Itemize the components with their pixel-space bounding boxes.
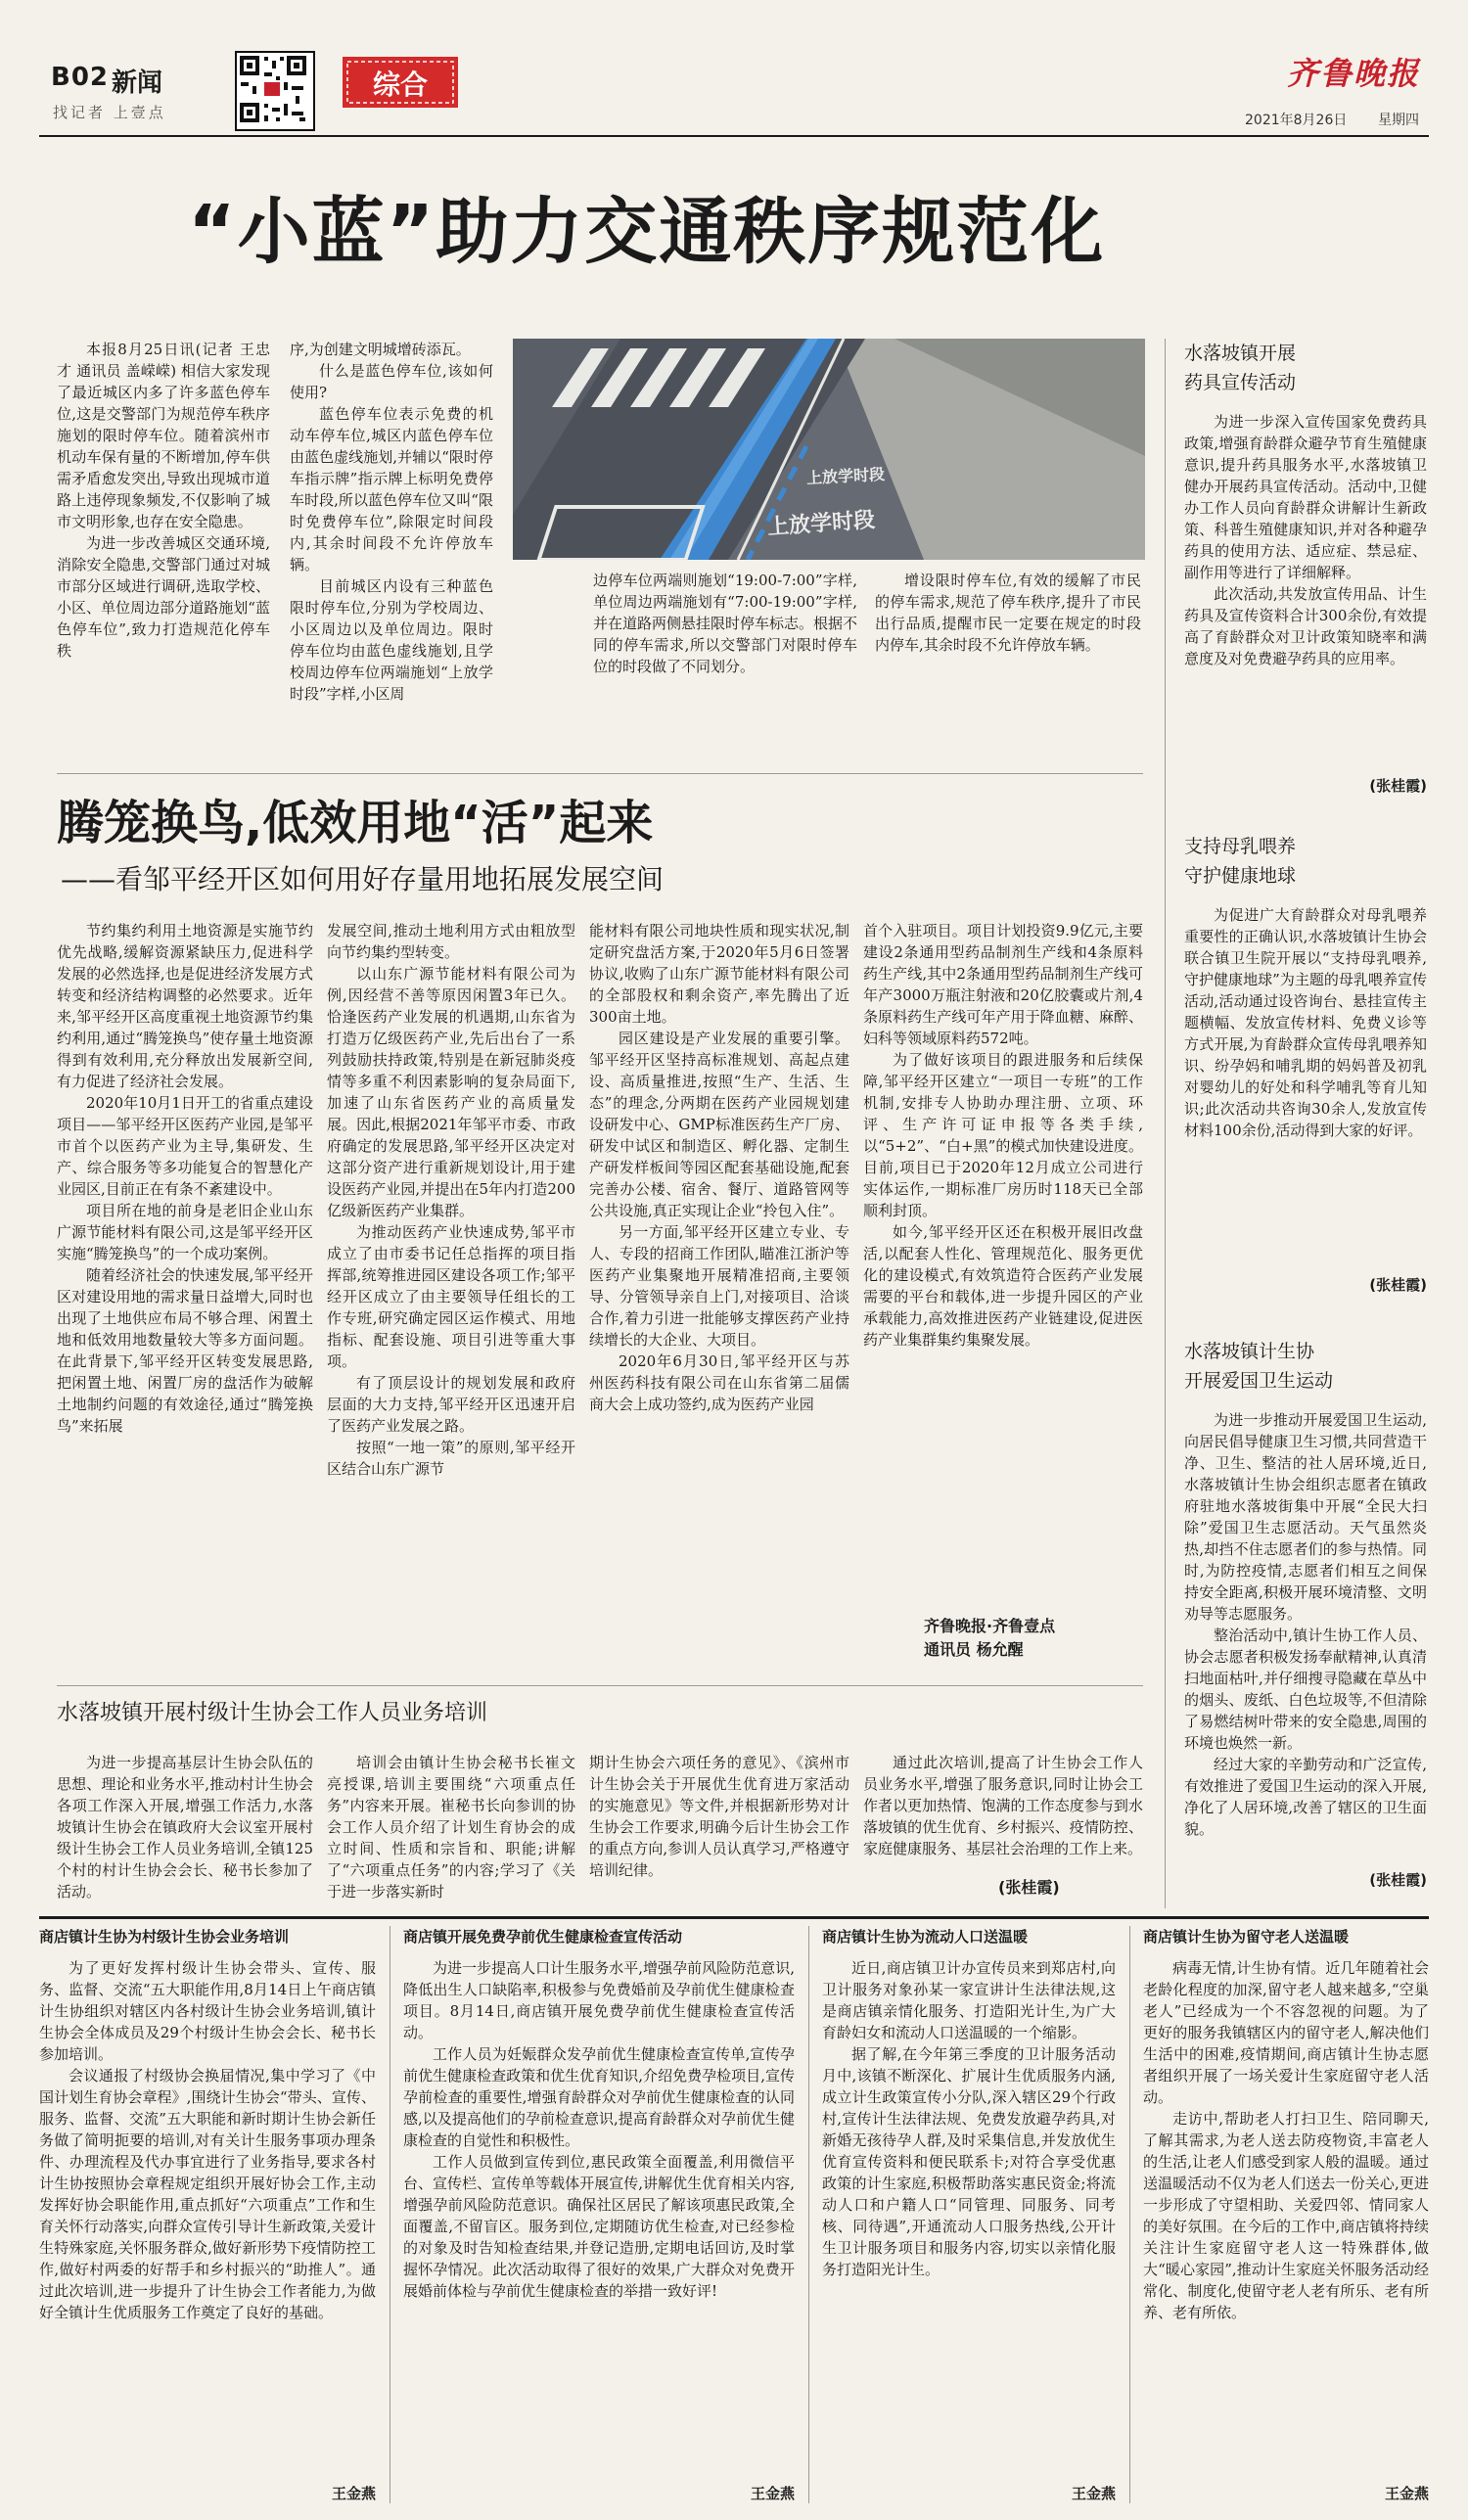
bottom-divider-3 xyxy=(1129,1926,1130,2503)
bottom-story-1-sign: 王金燕 xyxy=(328,2483,376,2503)
bottom-story-1: 商店镇计生协为村级计生协会业务培训 为了更好发挥村级计生协会带头、宣传、服务、监督、交流“五大职能作用,8月14日上午商店镇计生协组织对辖区内各村级计生协会业务培训,镇计生协会全体成员及29个村级计生协会会长、秘书长参加培训。 会议通报了村级协会换届情况,集中学习了《中国计划生育协会章程》,围绕计生协会“带头、宣传、服务、监督、交流”五大职能和新时期计生协会新任务做了简明扼要的培训,对有关计生服务事项办理条件、办理流程及代办事宜进行了业务指导,要求各村计生协按照协会章程规定组织开展好协会工作,主动发挥好协会职能作用,重点抓好“六项重点”工作和生育关怀行动落实,向群众宣传引导计生新政策,关爱计生特殊家庭,关怀服务群众,做好新形势下疫情防控工作,做好村两委的好帮手和乡村振兴的“助推人”。通过此次培训,进一步提升了计生协会工作者能力,为做好全镇计生优质服务工作奠定了良好的基础。 王金燕 xyxy=(39,1928,376,2502)
feature-col-1: 节约集约利用土地资源是实施节约优先战略,缓解资源紧缺压力,促进科学发展的必然选择,也是促进经济发展方式转变和经济结构调整的必然要求。近年来,邹平经开区高度重视土地资源节约集约利用,通过“腾笼换鸟”使存量土地资源得到有效利用,充分释放出发展新空间,有力促进了经济社会发展。 2020年10月1日开工的省重点建设项目——邹平经开区医药产业园,是邹平市首个以医药产业为主导,集研发、生产、综合服务等多功能复合的智慧化产业园区,目前正在有条不紊建设中。 项目所在地的前身是老旧企业山东广源节能材料有限公司,这是邹平经开区实施“腾笼换鸟”的一个成功案例。 随着经济社会的快速发展,邹平经开区对建设用地的需求量日益增大,同时也出现了土地供应布局不够合理、闲置土地和低效用地数量较大等多方面问题。在此背景下,邹平经开区转变发展思路,把闲置土地、闲置厂房的盘活作为破解土地制约问题的有效途径,通过“腾笼换鸟”来拓展 xyxy=(57,922,313,1435)
sidebar-story-1-title-a: 水落坡镇开展 xyxy=(1184,343,1297,364)
sidebar-story-1-title-b: 药具宣传活动 xyxy=(1184,372,1297,393)
bottom-story-2: 商店镇开展免费孕前优生健康检查宣传活动 为进一步提高人口计生服务水平,增强孕前风险防范意识,降低出生人口缺陷率,积极参与免费婚前及孕前优生健康检查项目。8月14日,商店镇开展免费孕前优生健康检查宣传活动。 工作人员为妊娠群众发孕前优生健康检查宣传单,宣传孕前优生健康检查政策和优生优育知识,介绍免费孕检项目,宣传孕前检查的重要性,增强育龄群众对孕前优生健康检查的认同感,以及提高他们的孕前检查意识,提高育龄群众对孕前优生健康检查的自觉性和积极性。 工作人员做到宣传到位,惠民政策全面覆盖,利用微信平台、宣传栏、宣传单等载体开展宣传,讲解优生优育相关内容,增强孕前风险防范意识。确保社区居民了解该项惠民政策,全面覆盖,不留盲区。服务到位,定期随访优生检查,对已经参检的对象及时告知检查结果,并登记造册,定期电话回访,及时掌握怀孕情况。此次活动取得了很好的效果,广大群众对免费开展婚前体检与孕前优生健康检查的举措一致好评! 王金燕 xyxy=(403,1928,795,2502)
feature-byline xyxy=(924,1615,1055,1662)
sidebar-story-1: 水落坡镇开展 药具宣传活动 为进一步深入宣传国家免费药具政策,增强育龄群众避孕节育生殖健康意识,提升药具服务水平,水落坡镇卫健办开展药具宣传活动。活动中,卫健办工作人员向育龄群众讲解计生新政策、科普生殖健康知识,并对各种避孕药具的使用方法、适应症、禁忌症、副作用等进行了详细解释。 此次活动,共发放宣传用品、计生药具及宣传资料合计300余份,有效提高了育龄群众对卫计政策知晓率和满意度及对免费避孕药具的应用率。 (张桂霞) xyxy=(1184,339,1427,796)
bottom-story-4: 商店镇计生协为留守老人送温暖 病毒无情,计生协有情。近几年随着社会老龄化程度的加深,留守老人越来越多,“空巢老人”已经成为一个不容忽视的问题。为了更好的服务我镇辖区内的留守老人,解决他们生活中的困难,疫情期间,商店镇计生协志愿者组织开展了一场关爱计生家庭留守老人活动。 走访中,帮助老人打扫卫生、陪同聊天,了解其需求,为老人送去防疫物资,丰富老人的生活,让老人们感受到家人般的温暖。通过送温暖活动不仅为老人们送去一份关心,更进一步形成了守望相助、关爱四邻、情同家人的美好氛围。在今后的工作中,商店镇将持续关注计生家庭留守老人这一特殊群体,做大“暖心家园”,推动计生家庭关怀服务活动经常化、制度化,使留守老人老有所乐、老有所养、老有所依。 王金燕 xyxy=(1143,1928,1429,2502)
feature-byline-reporter: 通讯员 杨允醒 xyxy=(924,1640,1024,1659)
section-tag-label: 综合 xyxy=(372,69,428,101)
training-col-2: 培训会由镇计生协会秘书长崔文亮授课,培训主要围绕“六项重点任务”内容来开展。崔秘书长向参训的协会工作人员介绍了计划生育协会的成立时间、性质和宗旨和、职能;讲解了“六项重点任务”的内容;学习了《关于进一步落实新时 xyxy=(327,1754,575,1901)
training-col-4: 通过此次培训,提高了计生协会工作人员业务水平,增强了服务意识,同时让协会工作者以更加热情、饱满的工作态度参与到水落坡镇的优生优育、乡村振兴、疫情防控、家庭健康服务、基层社会治理的工作上来。 xyxy=(863,1754,1143,1857)
lead-col-4: 增设限时停车位,有效的缓解了市民的停车需求,规范了停车秩序,提升了市民出行品质,提醒市民一定要在规定的时段内停车,其余时段不允许停放车辆。 xyxy=(875,572,1141,654)
sidebar-divider xyxy=(1165,339,1166,1908)
section-name: 新闻 xyxy=(112,69,163,98)
sidebar-story-3-title-b: 开展爱国卫生运动 xyxy=(1184,1370,1334,1392)
sidebar-story-2-title-a: 支持母乳喂养 xyxy=(1184,836,1297,857)
lead-col-2: 序,为创建文明城增砖添瓦。 什么是蓝色停车位,该如何使用? 蓝色停车位表示免费的机动车停车位,城区内蓝色停车位由蓝色虚线施划,并辅以“限时停车指示牌”指示牌上标明免费停车时段,所以蓝色停车位又叫“限时免费停车位”,除限定时间段内,其余时间段不允许停放车辆。 目前城区内设有三种蓝色限时停车位,分别为学校周边、小区周边以及单位周边。限时停车位均由蓝色虚线施划,且学校周边停车位两端施划“上放学时段”字样,小区周 xyxy=(290,341,493,703)
sidebar-story-2: 支持母乳喂养 守护健康地球 为促进广大育龄群众对母乳喂养重要性的正确认识,水落坡镇计生协会联合镇卫生院开展以“支持母乳喂养,守护健康地球”为主题的母乳喂养宣传活动,活动通过设咨询台、悬挂宣传主题横幅、发放宣传材料、免费义诊等方式开展,为育龄群众宣传母乳喂养知识、纷孕妈和哺乳期的妈妈普及初乳对婴幼儿的好处和科学哺乳等育儿知识;此次活动共咨询30余人,发放宣传材料100余份,活动得到大家的好评。 (张桂霞) xyxy=(1184,832,1427,1295)
sidebar-story-2-sign: (张桂霞) xyxy=(1369,1276,1427,1294)
issue-date: 2021年8月26日 xyxy=(1245,113,1348,128)
parking-space-photo xyxy=(513,339,1145,560)
brand-logo: 齐鲁晚报 xyxy=(1287,55,1421,92)
training-sign: (张桂霞) xyxy=(998,1878,1060,1897)
slogan: 找记者 上壹点 xyxy=(53,104,166,121)
bottom-story-2-title: 商店镇开展免费孕前优生健康检查宣传活动 xyxy=(403,1928,683,1946)
photo-caption-lower: 上放学时段 xyxy=(766,508,876,540)
bottom-story-2-sign: 王金燕 xyxy=(747,2483,795,2503)
bottom-story-4-title: 商店镇计生协为留守老人送温暖 xyxy=(1143,1928,1350,1946)
training-col-1: 为进一步提高基层计生协会队伍的思想、理论和业务水平,推动村计生协会各项工作深入开展,增强工作活力,水落坡镇计生协会在镇政府大会议室开展村级计生协会工作人员业务培训,全镇125个村的村计生协会会长、秘书长参加了活动。 xyxy=(57,1754,313,1901)
sidebar-story-3: 水落坡镇计生协 开展爱国卫生运动 为进一步推动开展爱国卫生运动,向居民倡导健康卫生习惯,共同营造干净、卫生、整洁的社人居环境,近日,水落坡镇计生协会组织志愿者在镇政府驻地水落坡街集中开展“全民大扫除”爱国卫生志愿活动。天气虽然炎热,却挡不住志愿者们的参与热情。同时,为防控疫情,志愿者们相互之间保持安全距离,积极开展环境清整、文明劝导等志愿服务。 整治活动中,镇计生协工作人员、协会志愿者积极发扬奉献精神,认真清扫地面枯叶,并仔细搜寻隐藏在草丛中的烟头、废纸、白色垃圾等,不但清除了易燃结树叶带来的安全隐患,周围的环境也焕然一新。 经过大家的辛勤劳动和广泛宣传,有效推进了爱国卫生运动的深入开展,净化了人居环境,改善了辖区的卫生面貌。 (张桂霞) xyxy=(1184,1337,1427,1890)
lead-question: 什么是蓝色停车位,该如何使用? xyxy=(290,362,493,401)
lead-dateline-para: 本报8月25日讯(记者 王忠才 通讯员 盖嵘嵘) 相信大家发现了最近城区内多了许多蓝色停车位,这是交警部门为规范停车秩序施划的限时停车位。随着滨州市机动车保有量的不断增加,停车供需矛盾愈发突出,导致出现城市道路上违停现象频发,不仅影响了城市文明形象,也存在安全隐患。 xyxy=(57,341,270,530)
lead-divider xyxy=(57,773,1143,774)
lead-headline: “小蓝”助力交通秩序规范化 xyxy=(188,190,1106,274)
sidebar-story-1-sign: (张桂霞) xyxy=(1369,777,1427,795)
bottom-story-4-sign: 王金燕 xyxy=(1381,2483,1429,2503)
bottom-divider-2 xyxy=(808,1926,809,2503)
training-headline: 水落坡镇开展村级计生协会工作人员业务培训 xyxy=(57,1701,488,1725)
page-number: B02 xyxy=(51,63,109,92)
feature-headline: 腾笼换鸟,低效用地“活”起来 xyxy=(57,796,654,850)
header-rule xyxy=(39,135,1429,137)
section-tag xyxy=(343,57,458,108)
page-header xyxy=(0,0,1468,147)
bottom-story-1-title: 商店镇计生协为村级计生协会业务培训 xyxy=(39,1928,290,1946)
feature-divider xyxy=(57,1685,1143,1686)
photo-caption-upper: 上放学时段 xyxy=(805,464,886,488)
sidebar-story-3-title-a: 水落坡镇计生协 xyxy=(1184,1341,1315,1362)
qr-code-icon xyxy=(235,51,315,131)
sidebar-story-3-sign: (张桂霞) xyxy=(1369,1871,1427,1889)
bottom-rule xyxy=(39,1916,1429,1919)
feature-col-2: 发展空间,推动土地利用方式由粗放型向节约集约型转变。 以山东广源节能材料有限公司为例,因经营不善等原因闲置3年已久。恰逢医药产业发展的机遇期,山东省为打造万亿级医药产业,先后出台了一系列鼓励扶持政策,特别是在新冠肺炎疫情等多重不利因素影响的复杂局面下,加速了山东省医药产业的高质量发展。因此,根据2021年邹平市委、市政府确定的发展思路,邹平经开区决定对这部分资产进行重新规划设计,用于建设医药产业园,并提出在5年内打造200亿级新医药产业集群。 为推动医药产业快速成势,邹平市成立了由市委书记任总指挥的项目指挥部,统筹推进园区建设各项工作;邹平经开区成立了由主要领导任组长的工作专班,研究确定园区运作模式、用地指标、配套设施、项目引进等重大事项。 有了顶层设计的规划发展和政府层面的大力支持,邹平经开区迅速开启了医药产业发展之路。 按照“一地一策”的原则,邹平经开区结合山东广源节 xyxy=(327,922,575,1478)
bottom-story-3: 商店镇计生协为流动人口送温暖 近日,商店镇卫计办宣传员来到郑店村,向卫计服务对象孙某一家宣讲计生法律法规,这是商店镇亲情化服务、打造阳光计生,为广大育龄妇女和流动人口送温暖的一个缩影。 据了解,在今年第三季度的卫计服务活动月中,该镇不断深化、扩展计生优质服务内涵,成立计生政策宣传小分队,深入辖区29个行政村,宣传计生法律法规、免费发放避孕药具,对新婚无孩待孕人群,及时采集信息,并发放优生优育宣传资料和便民联系卡;对符合享受优惠政策的计生家庭,积极帮助落实惠民资金;将流动人口和户籍人口“同管理、同服务、同考核、同待遇”,开通流动人口服务热线,公开计生卫计服务项目和服务内容,切实以亲情化服务打造阳光计生。 王金燕 xyxy=(822,1928,1116,2502)
feature-subhead: ——看邹平经开区如何用好存量用地拓展发展空间 xyxy=(61,863,665,895)
bottom-story-3-title: 商店镇计生协为流动人口送温暖 xyxy=(822,1928,1029,1946)
feature-byline-outlet: 齐鲁晚报·齐鲁壹点 xyxy=(924,1617,1056,1635)
bottom-story-3-sign: 王金燕 xyxy=(1068,2483,1116,2503)
sidebar-story-2-title-b: 守护健康地球 xyxy=(1184,865,1297,887)
feature-col-4: 首个入驻项目。项目计划投资9.9亿元,主要建设2条通用型药品制剂生产线和4条原料药生产线,其中2条通用型药品制剂生产线可年产3000万瓶注射液和20亿胶囊或片剂,4条原料药生产线可年产用于降血糖、麻醉、妇科等领域原料药572吨。 为了做好该项目的跟进服务和后续保障,邹平经开区建立“一项目一专班”的工作机制,安排专人协助办理注册、立项、环评、生产许可证申报等各类手续,以“5+2”、“白+黑”的模式加快建设进度。目前,项目已于2020年12月成立公司进行实体运作,一期标准厂房历时118天已全部顺利封顶。 如今,邹平经开区还在积极开展旧改盘活,以配套人性化、管理规范化、服务更优化的建设模式,有效筑造符合医药产业发展需要的平台和载体,进一步提升园区的产业承载能力,高效推进医药产业链建设,促进医药产业集群集约集聚发展。 xyxy=(863,922,1143,1349)
lead-col-3: 边停车位两端则施划“19:00-7:00”字样,单位周边两端施划有“7:00-19:00”字样,并在道路两侧悬挂限时停车标志。根据不同的停车需求,所以交警部门对限时停车位的时段做了不同划分。 xyxy=(593,572,857,675)
feature-col-3: 能材料有限公司地块性质和现实状况,制定研究盘活方案,于2020年5月6日签署协议,收购了山东广源节能材料有限公司的全部股权和剩余资产,率先腾出了近300亩土地。 园区建设是产业发展的重要引擎。邹平经开区坚持高标准规划、高起点建设、高质量推进,按照“生产、生活、生态”的理念,分两期在医药产业园规划建设研发中心、GMP标准医药生产厂房、研发中试区和制造区、孵化器、定制生产研发样板间等园区配套基础设施,配套完善办公楼、宿舍、餐厅、道路管网等公共设施,真正实现让企业“拎包入住”。 另一方面,邹平经开区建立专业、专人、专段的招商工作团队,瞄准江浙沪等医药产业集聚地开展精准招商,主要领导、分管领导亲自上门,对接项目、洽谈合作,着力引进一批能够支撑医药产业持续增长的大企业、大项目。 2020年6月30日,邹平经开区与苏州医药科技有限公司在山东省第二届儒商大会上成功签约,成为医药产业园 xyxy=(589,922,849,1413)
issue-weekday: 星期四 xyxy=(1378,113,1419,128)
sidebar xyxy=(1184,339,1427,1910)
lead-col-1: 本报8月25日讯(记者 王忠才 通讯员 盖嵘嵘) 相信大家发现了最近城区内多了许多蓝色停车位,这是交警部门为规范停车秩序施划的限时停车位。随着滨州市机动车保有量的不断增加,停车供需矛盾愈发突出,导致出现城市道路上违停现象频发,不仅影响了城市文明形象,也存在安全隐患。 为进一步改善城区交通环境,消除安全隐患,交警部门通过对城市部分区域进行调研,选取学校、小区、单位周边部分道路施划“蓝色停车位”,致力打造规范化停车秩 xyxy=(57,341,270,660)
training-col-3: 期计生协会六项任务的意见》、《滨州市计生协会关于开展优生优育进万家活动的实施意见》等文件,并根据新形势对计生协会工作要求,明确今后计生协会工作的重点方向,参训人员认真学习,严格遵守培训纪律。 xyxy=(589,1754,849,1879)
